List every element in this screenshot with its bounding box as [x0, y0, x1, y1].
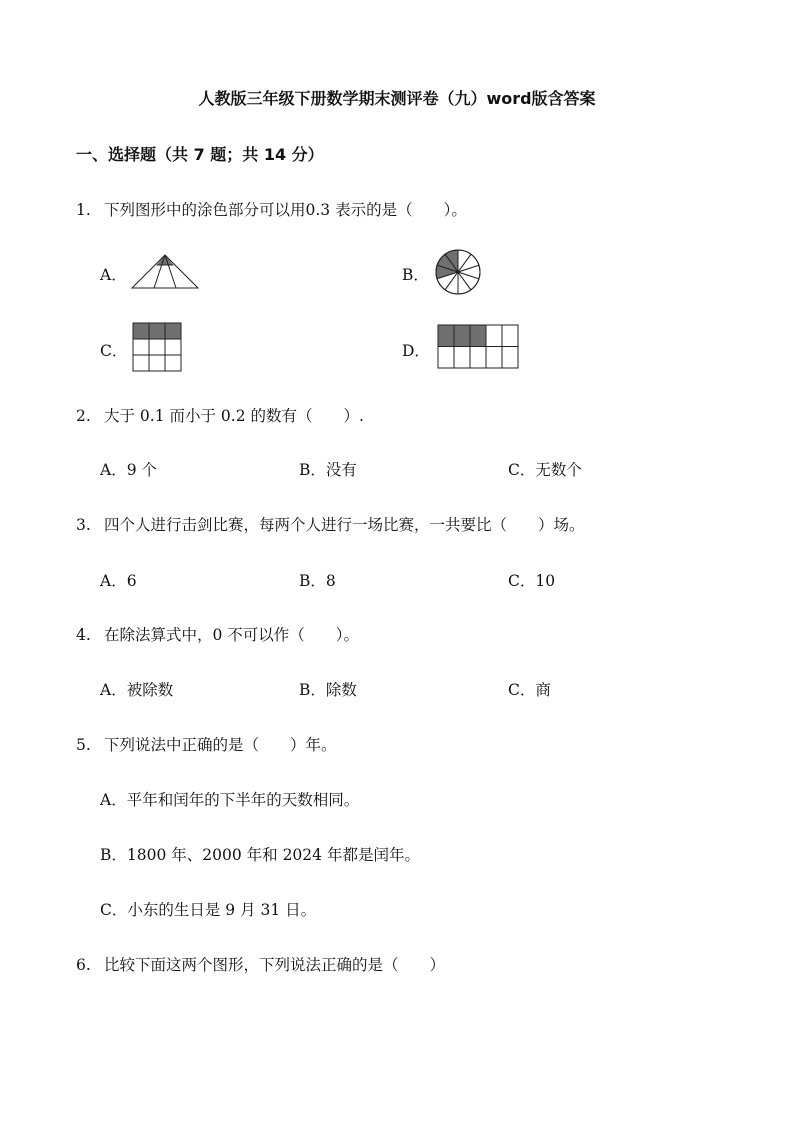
option-b: B．8 — [299, 572, 336, 590]
option-c: C．10 — [508, 572, 556, 590]
option-c: C．商 — [508, 681, 551, 699]
grid-shaded-cells — [438, 325, 486, 347]
grid-shaded-row — [133, 323, 181, 339]
question-6 — [76, 953, 445, 975]
question-text: 大于 0.1 而小于 0.2 的数有（ ）. — [104, 407, 364, 425]
option-label: C． — [100, 342, 128, 360]
option-label: D． — [402, 342, 430, 360]
question-number: 1. — [76, 201, 91, 219]
option-a: A．被除数 — [100, 681, 174, 699]
question-number: 4. — [76, 626, 91, 644]
question-5 — [76, 733, 337, 755]
question-text: 四个人进行击剑比赛，每两个人进行一场比赛，一共要比（ ）场。 — [104, 516, 585, 534]
question-2 — [76, 404, 364, 426]
option-label: B． — [402, 266, 429, 284]
option-b: B．没有 — [299, 461, 357, 479]
section-heading: 一、选择题（共 7 题；共 14 分） — [76, 145, 324, 164]
option-a: A．9 个 — [100, 461, 157, 479]
option-b: B．除数 — [299, 681, 357, 699]
question-3 — [76, 513, 585, 535]
question-1 — [76, 198, 467, 220]
question-number: 5. — [76, 736, 91, 754]
question-4 — [76, 623, 359, 645]
grid-figure-c — [132, 322, 182, 372]
grid-figure-d — [437, 324, 519, 369]
option-label: A． — [100, 266, 127, 284]
circle-figure — [435, 249, 481, 295]
question-text: 下列说法中正确的是（ ）年。 — [104, 736, 337, 754]
question-text: 在除法算式中，0 不可以作（ ）。 — [104, 626, 360, 644]
option-c: C．小东的生日是 9 月 31 日。 — [100, 901, 317, 919]
option-a: A．6 — [100, 572, 137, 590]
option-c: C．无数个 — [508, 461, 582, 479]
question-number: 2. — [76, 407, 91, 425]
question-number: 6. — [76, 956, 91, 974]
option-b: B．1800 年、2000 年和 2024 年都是闰年。 — [100, 846, 420, 864]
option-a: A．平年和闰年的下半年的天数相同。 — [100, 791, 360, 809]
triangle-figure — [131, 253, 199, 290]
document-title: 人教版三年级下册数学期末测评卷（九）word版含答案 — [198, 89, 596, 108]
question-text: 下列图形中的涂色部分可以用0.3 表示的是（ ）。 — [104, 201, 467, 219]
question-number: 3. — [76, 516, 91, 534]
question-text: 比较下面这两个图形，下列说法正确的是（ ） — [104, 956, 446, 974]
